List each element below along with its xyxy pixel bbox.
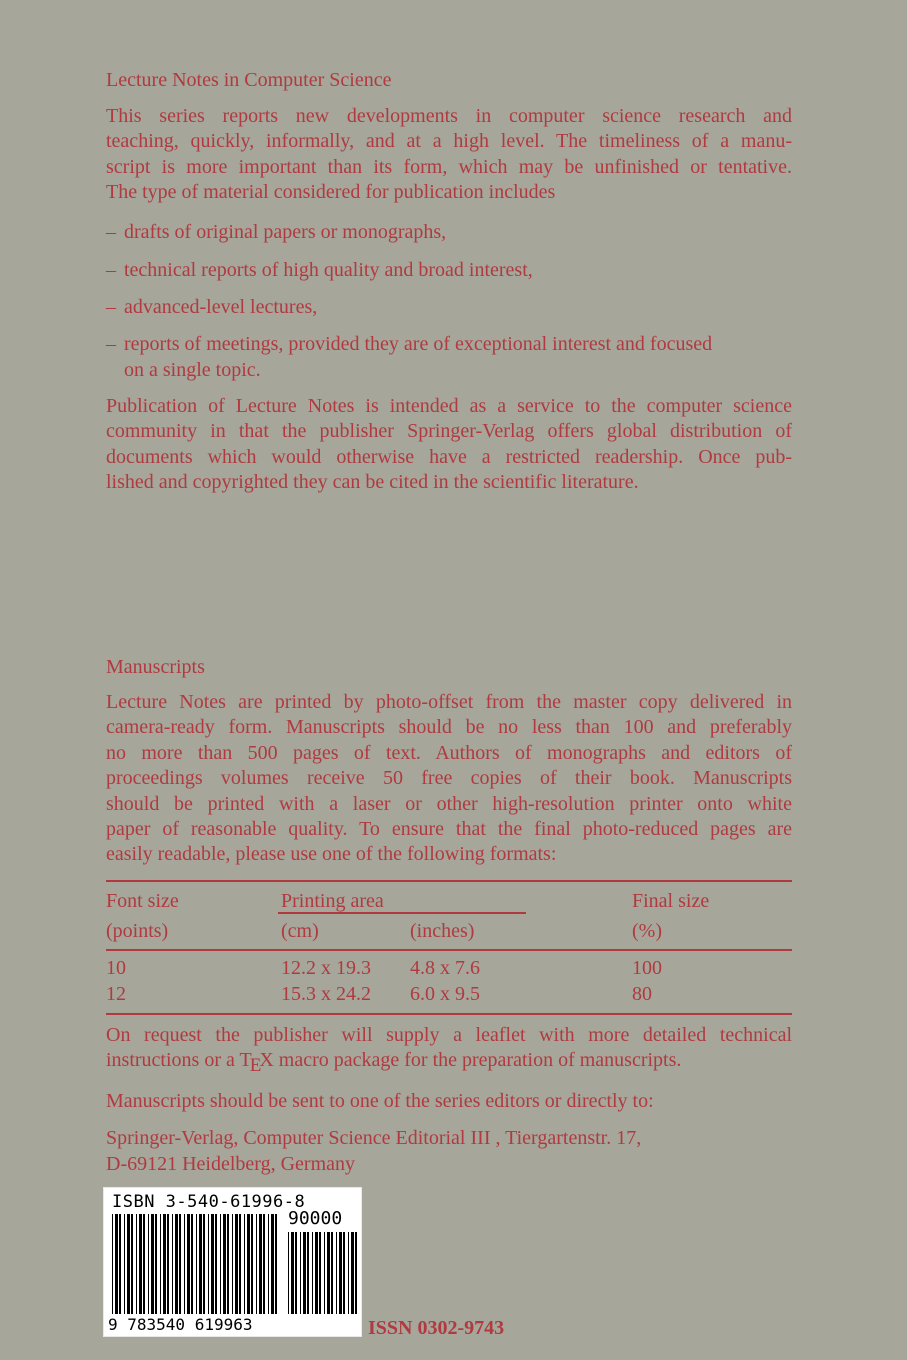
manuscripts-line: no more than 500 pages of text. Authors of monographs and editors of [106,741,792,764]
manuscripts-paragraph [106,690,792,868]
price-code: 90000 [288,1208,343,1229]
request-text: X macro package for the preparation of manuscripts. [259,1049,682,1072]
request-text: instructions or a T [106,1049,252,1072]
bullet-text: reports of meetings, provided they are of exceptional interest and focused [124,333,713,355]
publication-line: community in that the publisher Springer-Verlag offers global distribution of [106,420,792,443]
bullet-text: advanced-level lectures, [124,296,318,318]
header-points: (points) [106,920,169,942]
bullet-text: technical reports of high quality and broad interest, [124,259,533,281]
send-to-line: Manuscripts should be sent to one of the series editors or directly to: [106,1090,654,1112]
table-bottom-rule [106,1013,792,1015]
issn-number: ISSN 0302-9743 [368,1317,505,1339]
bullet-item [106,219,792,245]
row-inches: 6.0 x 9.5 [410,983,480,1005]
row-final: 100 [632,957,662,979]
intro-line: script is more important than its form, which may be unfinished or tentative. [106,155,792,178]
address-line: Springer-Verlag, Computer Science Editorial III , Tiergartenstr. 17, [106,1127,642,1149]
tex-e: E [249,1055,262,1077]
manuscripts-line: easily readable, please use one of the following formats: [106,843,557,866]
bullet-text: drafts of original papers or monographs, [124,221,447,243]
intro-line: This series reports new developments in computer science research and [106,105,792,127]
bullet-item [106,331,792,383]
manuscripts-line: should be printed with a laser or other high-resolution printer onto white [106,792,792,815]
row-font: 12 [106,983,126,1005]
table-top-rule [106,880,792,882]
series-heading: Lecture Notes in Computer Science [106,69,392,91]
row-final: 80 [632,983,652,1005]
request-paragraph [106,1023,792,1077]
manuscripts-line: Lecture Notes are printed by photo-offset from the master copy delivered in [106,691,792,713]
row-font: 10 [106,957,126,979]
table-header-rule [106,949,792,951]
header-cm: (cm) [281,920,319,942]
request-line [106,1048,792,1077]
bullet-item [106,294,792,320]
publication-line: lished and copyrighted they can be cited in the scientific literature. [106,471,639,494]
publication-paragraph [106,394,792,496]
manuscripts-heading: Manuscripts [106,656,205,678]
bullet-dash: – [106,221,116,243]
row-cm: 12.2 x 19.3 [281,957,371,979]
header-percent: (%) [632,920,662,942]
request-line: On request the publisher will supply a leaflet with more detailed technical [106,1024,792,1046]
bullet-item [106,257,792,283]
intro-line: The type of material considered for publication includes [106,181,556,204]
publication-line: Publication of Lecture Notes is intended as a service to the computer science [106,395,792,417]
series-intro [106,104,792,206]
address-line: D-69121 Heidelberg, Germany [106,1153,356,1175]
bullet-dash: – [106,259,116,281]
intro-line: teaching, quickly, informally, and at a high level. The timeliness of a manu- [106,130,792,153]
header-font-size: Font size [106,890,179,912]
bullet-dash: – [106,296,116,318]
bullet-continuation: on a single topic. [124,359,261,381]
row-inches: 4.8 x 7.6 [410,957,480,979]
header-printing-area: Printing area [281,890,384,912]
header-inches: (inches) [410,920,475,942]
header-final-size: Final size [632,890,710,912]
printing-area-rule [278,912,526,914]
isbn-barcode [103,1187,362,1337]
isbn-text: ISBN 3-540-61996-8 [112,1192,306,1212]
bullet-dash: – [106,333,116,355]
manuscripts-line: camera-ready form. Manuscripts should be no less than 100 and preferably [106,716,792,739]
manuscripts-line: proceedings volumes receive 50 free copies of their book. Manuscripts [106,767,792,790]
ean-digits: 9 783540 619963 [108,1315,253,1334]
publication-line: documents which would otherwise have a restricted readership. Once pub- [106,445,792,468]
manuscripts-line: paper of reasonable quality. To ensure that the final photo-reduced pages are [106,818,792,841]
row-cm: 15.3 x 24.2 [281,983,371,1005]
